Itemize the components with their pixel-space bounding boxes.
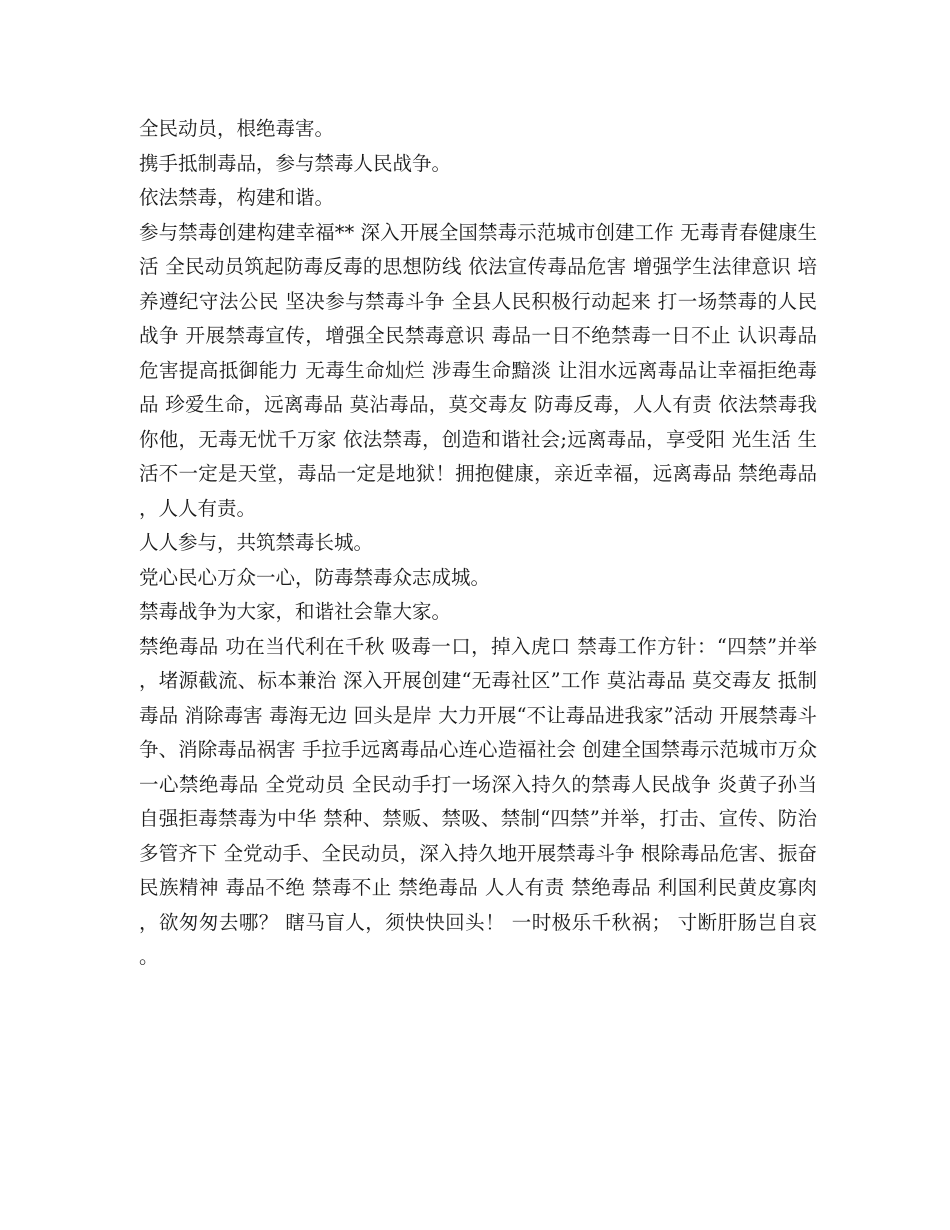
paragraph-7: 禁毒战争为大家，和谐社会靠大家。 xyxy=(139,600,452,623)
paragraph-4: 参与禁毒创建构建幸福** 深入开展全国禁毒示范城市创建工作 无毒青春健康生活 全民动员筑起防毒反毒的思想防线 依法宣传毒品危害 增强学生法律意识 培养遵纪守法公民 坚决参与禁毒斗争 全县人民积极行动起来 打一场禁毒的人民战争 开展禁毒宣传，增强全民禁毒意识 毒品一日不绝禁毒一日不止 认识毒品危害提高抵御能力 无毒生命灿烂 涉毒生命黯淡 让泪水远离毒品让幸福拒绝毒品 珍爱生命，远离毒品 莫沾毒品，莫交毒友 防毒反毒，人人有责 依法禁毒我你他，无毒无忧千万家 依法禁毒，创造和谐社会;远离毒品，享受阳 光生活 生活不一定是天堂，毒品一定是地狱！拥抱健康，亲近幸福，远离毒品 禁绝毒品，人人有责。 xyxy=(139,220,817,520)
paragraph-2: 携手抵制毒品，参与禁毒人民战争。 xyxy=(139,151,452,175)
document-body xyxy=(139,112,817,975)
paragraph-3: 依法禁毒，构建和谐。 xyxy=(139,186,335,209)
paragraph-5: 人人参与，共筑禁毒长城。 xyxy=(139,531,374,554)
paragraph-6: 党心民心万众一心，防毒禁毒众志成城。 xyxy=(139,565,491,589)
paragraph-8: 禁绝毒品 功在当代利在千秋 吸毒一口，掉入虎口 禁毒工作方针：“四禁”并举，堵源截流、标本兼治 深入开展创建“无毒社区”工作 莫沾毒品 莫交毒友 抵制毒品 消除毒害 毒海无边 回头是岸 大力开展“不让毒品进我家”活动 开展禁毒斗争、消除毒品祸害 手拉手远离毒品心连心造福社会 创建全国禁毒示范城市万众一心禁绝毒品 全党动员 全民动手打一场深入持久的禁毒人民战争 炎黄子孙当自强拒毒禁毒为中华 禁种、禁贩、禁吸、禁制“四禁”并举，打击、宣传、防治多管齐下 全党动手、全民动员，深入持久地开展禁毒斗争 根除毒品危害、振奋民族精神 毒品不绝 禁毒不止 禁绝毒品 人人有责 禁绝毒品 利国利民黄皮寡肉，欲匆匆去哪？ 瞎马盲人，须快快回头！ 一时极乐千秋祸； 寸断肝肠岂自哀。 xyxy=(139,634,817,968)
paragraph-1: 全民动员，根绝毒害。 xyxy=(139,117,335,140)
